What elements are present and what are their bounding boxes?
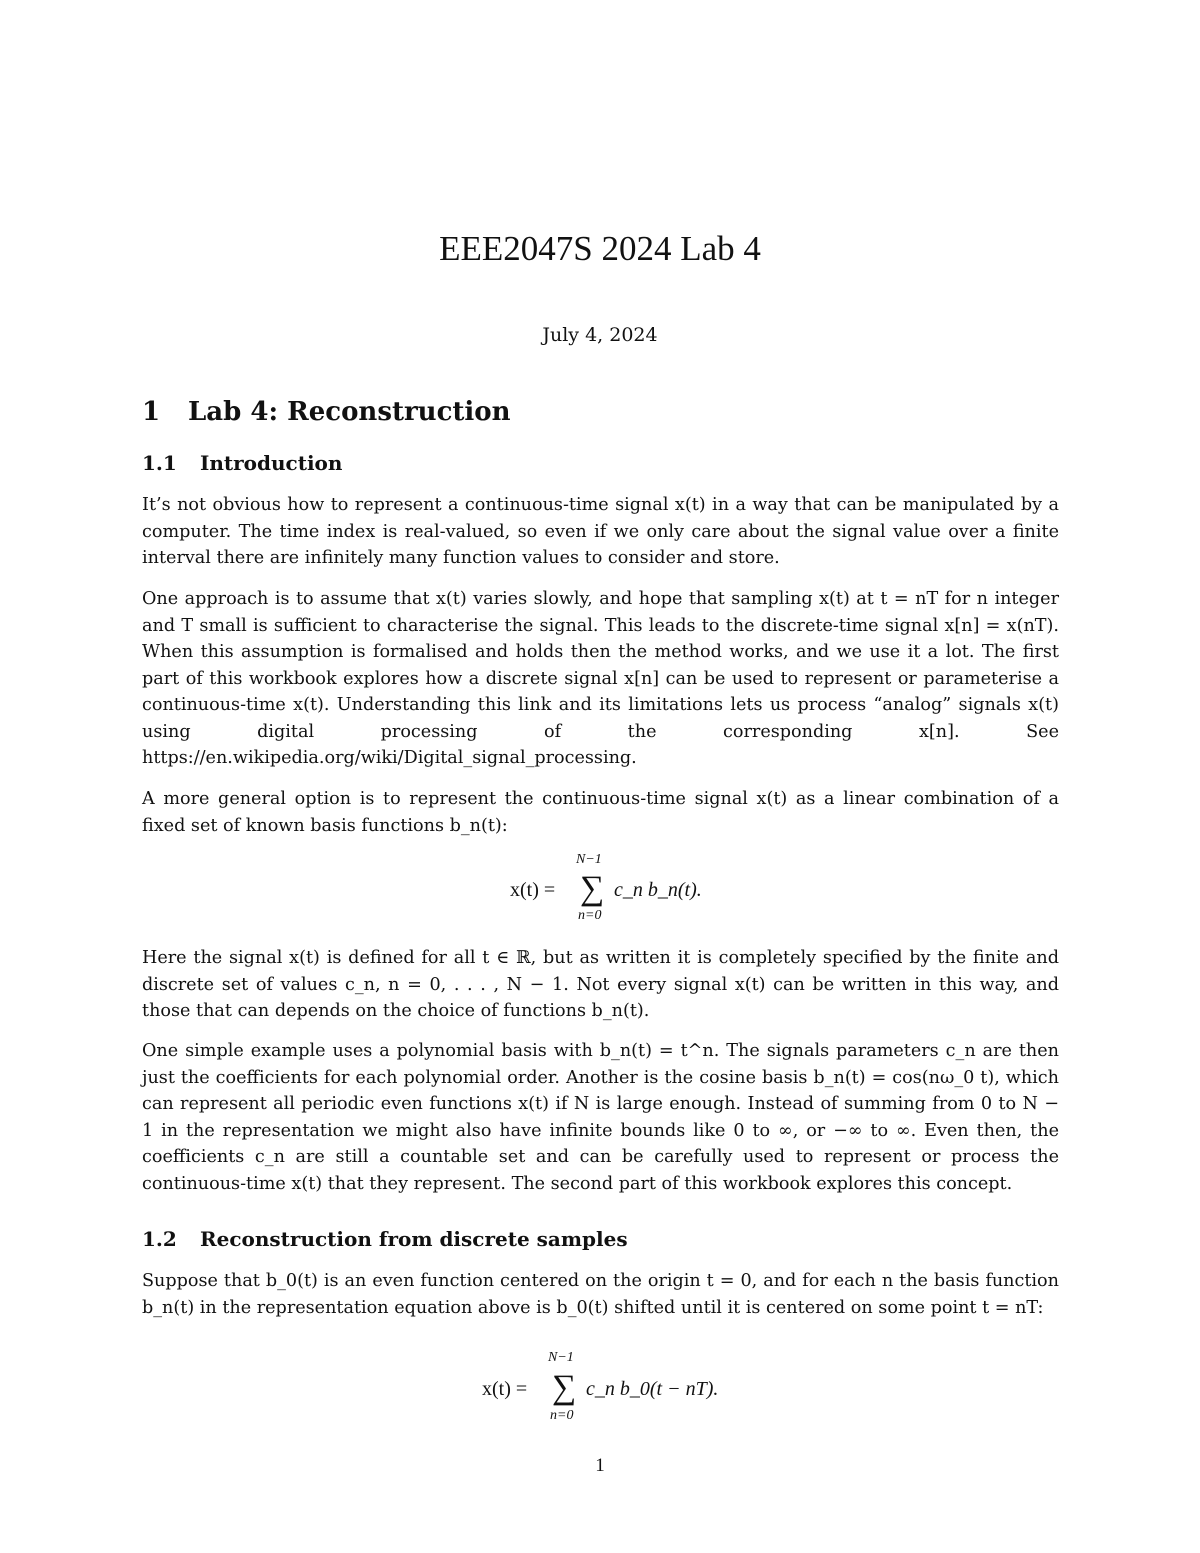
paragraph-intro-1: It’s not obvious how to represent a continuous-time signal x(t) in a way that can be manipulated by a computer. The time index is real-valued, so even if we only care about the signal value over a finite interval there are infinitely many function values to consider and store. (142, 495, 1059, 568)
sum-lower-limit: n=0 (578, 908, 602, 923)
summation-symbol: ∑ (580, 870, 605, 907)
document-title: EEE2047S 2024 Lab 4 (439, 229, 761, 268)
equation-lhs: x(t) = (482, 1378, 528, 1400)
subsection-number: 1.1 (142, 451, 177, 475)
subsection-number: 1.2 (142, 1227, 177, 1251)
document-date: July 4, 2024 (542, 324, 658, 346)
summation-symbol: ∑ (552, 1369, 577, 1406)
equation-rhs: c_n b_n(t). (614, 879, 702, 901)
paragraph-intro-3: A more general option is to represent the continuous-time signal x(t) as a linear combination of a fixed set of known basis functions b_n(t): (142, 789, 1059, 836)
equation-rhs: c_n b_0(t − nT). (586, 1378, 719, 1400)
section-title: Lab 4: Reconstruction (188, 397, 511, 427)
section-heading (142, 397, 511, 427)
page-number: 1 (595, 1455, 605, 1476)
paragraph-intro-5: One simple example uses a polynomial basis with b_n(t) = t^n. The signals parameters c_n are then just the coefficients for each polynomial order. Another is the cosine basis b_n(t) = cos(nω_0 t), which can represent all periodic even functions x(t) if N is large enough. Instead of summing from 0 to N − 1 in the representation we might also have infinite bounds like 0 to ∞, or −∞ to ∞. Even then, the coefficients c_n are still a countable set and can be carefully used to represent or process the continuous-time x(t) that they represent. The second part of this workbook explores this concept. (142, 1041, 1059, 1194)
equation-shifted-basis (482, 1350, 742, 1426)
subsection-title: Reconstruction from discrete samples (200, 1227, 628, 1251)
section-number: 1 (142, 397, 161, 427)
equation-basis-expansion (510, 852, 710, 924)
sum-upper-limit: N−1 (576, 852, 602, 867)
sum-lower-limit: n=0 (550, 1408, 574, 1423)
equation-lhs: x(t) = (510, 879, 556, 901)
sum-upper-limit: N−1 (548, 1350, 574, 1365)
paragraph-intro-4: Here the signal x(t) is defined for all t ∈ ℝ, but as written it is completely specified by the finite and discrete set of values c_n, n = 0, . . . , N − 1. Not every signal x(t) can be written in this way, and those that can depends on the choice of functions b_n(t). (142, 948, 1059, 1021)
paragraph-intro-2: One approach is to assume that x(t) varies slowly, and hope that sampling x(t) at t = nT for n integer and T small is sufficient to characterise the signal. This leads to the discrete-time signal x[n] = x(nT). When this assumption is formalised and holds then the method works, and we use it a lot. The first part of this workbook explores how a discrete signal x[n] can be used to represent or parameterise a continuous-time x(t). Understanding this link and its limitations lets us process “analog” signals x(t) using digital processing of the corresponding x[n]. See https://en.wikipedia.org/wiki/Digital_signal_processing. (142, 589, 1059, 768)
paragraph-reconstruction-1: Suppose that b_0(t) is an even function centered on the origin t = 0, and for each n the basis function b_n(t) in the representation equation above is b_0(t) shifted until it is centered on some point t = nT: (142, 1271, 1059, 1318)
subsection-title: Introduction (200, 451, 343, 475)
subsection-heading-reconstruction (142, 1227, 628, 1251)
subsection-heading-introduction (142, 451, 342, 475)
